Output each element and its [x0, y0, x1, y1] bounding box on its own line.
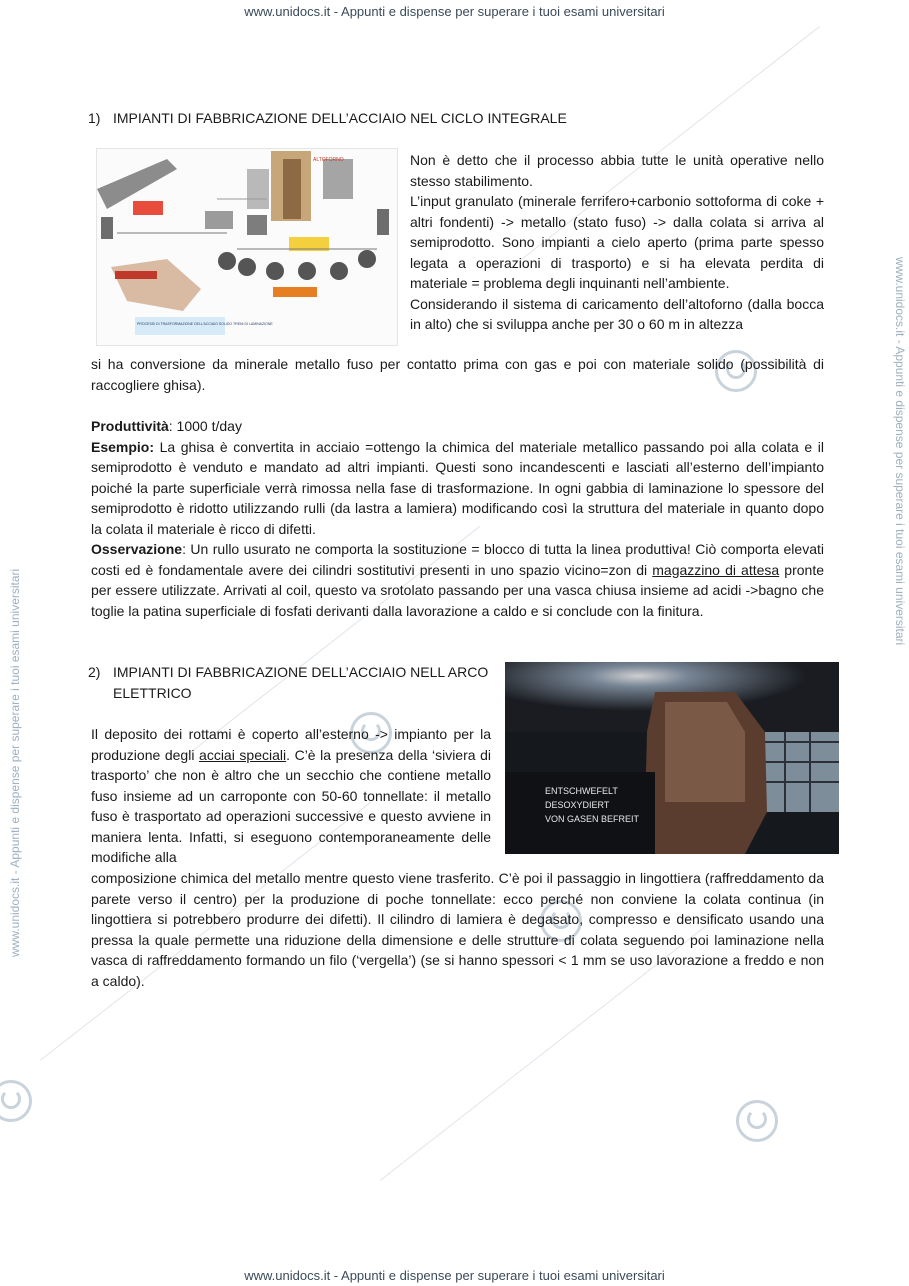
watermark-logo-icon: [736, 1100, 778, 1142]
productivity-label: Produttività: [91, 418, 169, 434]
diagram-caption: PROCESSI DI TRASFORMAZIONE DELL'ACCIAIO SOLIDO TRENI DI LAMINAZIONE: [137, 322, 273, 326]
productivity-line: [91, 416, 824, 437]
text: Il deposito dei rottami è coperto all’esterno -> impianto per la produzione degli: [91, 726, 491, 763]
section-1-intro: [410, 150, 824, 335]
paragraph: Non è detto che il processo abbia tutte le unità operative nello stesso stabilimento.: [410, 152, 824, 189]
section-1-continuation: [91, 354, 824, 395]
watermark-bottom: www.unidocs.it - Appunti e dispense per superare i tuoi esami universitari: [244, 1268, 665, 1283]
silo-shape: [101, 217, 113, 239]
diagram-illustration: [97, 149, 397, 345]
watermark-logo-icon: [0, 1080, 32, 1122]
section-2-title-line-1: IMPIANTI DI FABBRICAZIONE DELL’ACCIAIO NELL ARCO: [113, 664, 489, 680]
caption-box: [135, 317, 225, 335]
photo-sign-line-3: VON GASEN BEFREIT: [545, 814, 640, 824]
paragraph: si ha conversione da minerale metallo fuso per contatto prima con gas e poi con materiale solido (possibilità di raccogliere ghisa).: [91, 356, 824, 393]
paragraph: composizione chimica del metallo mentre questo viene trasferito. C’è poi il passaggio in lingottiera (raffreddamento da parete verso il centro) per la produzione di poche tonnellate: ecco perché non conviene la colata continua (in lingottiera si potrebbero produrre dei difetti). Il cilindro di lamiera è degasato, compresso e densificato usando una pressa la quale permette una riduzione della dimensione e delle strutture di colata seguendo poi laminazione nella vasca di raffreddamento formando un filo (‘vergella’) (se si hanno spessori < 1 mm se uso lavorazione a freddo e non a caldo).: [91, 870, 824, 989]
paragraph: Considerando il sistema di caricamento dell’altoforno (dalla bocca in alto) che si sviluppa anche per 30 o 60 m in altezza: [410, 295, 824, 332]
special-steels-underlined: acciai speciali: [199, 746, 287, 763]
furnace-red-block: [133, 201, 163, 215]
section-2-heading: [88, 662, 498, 704]
observation-underlined: magazzino di attesa: [652, 561, 780, 578]
photo-sign-line-1: ENTSCHWEFELT: [545, 786, 618, 796]
observation-text-end: pronte per essere utilizzate. Arrivati al coil, questo va srotolato passando per una vasca chiusa insieme ad acidi ->bagno che toglie la patina superficiale di fosfati derivanti dalla lavorazione a caldo e si conclude con la finitura.: [91, 561, 824, 619]
watermark-side-left: www.unidocs.it - Appunti e dispense per superare i tuoi esami universitari: [8, 568, 22, 957]
section-2-number: 2): [88, 664, 101, 680]
photo-illustration: [505, 662, 839, 854]
paragraph: L’input granulato (minerale ferrifero+carbonio sottoforma di coke + altri fondenti) -> metallo (stato fuso) -> dalla colata si arriva al semiprodotto. Sono impianti a cielo aperto (prima parte spesso legata a operazioni di trasporto) e si ha elevata perdita di materiale = problema degli inquinanti nell’ambiente.: [410, 193, 824, 291]
section-1-title: IMPIANTI DI FABBRICAZIONE DELL’ACCIAIO NEL CICLO INTEGRALE: [113, 110, 567, 126]
productivity-value: : 1000 t/day: [168, 418, 242, 434]
observation-text: : Un rullo usurato ne comporta la sostituzione = blocco di tutta la linea produttiva! Ciò comporta elevati costi ed è fondamentale avere dei cilindri sostitutivi presenti in uno spazio vicino=zon di: [91, 541, 824, 578]
text: . C’è la presenza della ‘siviera di trasporto’ che non è altro che un secchio che contiene metallo fuso insieme ad un carroponte con 50-60 tonnellate: il metallo fuso è trasportato ad operazioni successive e questo avviene in maniera lenta. Infatti, si eseguono contemporaneamente delle modifiche alla: [91, 746, 492, 865]
section-1-number: 1): [88, 110, 101, 126]
example-label: Esempio:: [91, 438, 155, 455]
photo-sign-line-2: DESOXYDIERT: [545, 800, 610, 810]
watermark-side-right: www.unidocs.it - Appunti e dispense per superare i tuoi esami universitari: [893, 257, 907, 646]
example-text: La ghisa è convertita in acciaio =ottengo la chimica del materiale metallico passando poi alla colata e il semiprodotto è venduto e mandato ad altri impianti. Questi sono incandescenti e lasciati all’esterno dell’impianto poiché la parte superficiale verrà rimossa nella fase di trasformazione. In ogni gabbia di laminazione lo spessore del semiprodotto è ridotto utilizzando rulli (da lastra a lamiera) modificando così la struttura del materiale in quanto dopo la colata il materiale è ricco di difetti.: [91, 438, 824, 537]
observation-label: Osservazione: [91, 541, 183, 557]
window-light: [765, 732, 839, 812]
paragraph: [91, 724, 491, 868]
observation-paragraph: [91, 539, 824, 621]
example-paragraph: [91, 437, 824, 540]
section-2-continuation: [91, 868, 824, 991]
integral-cycle-diagram: [96, 148, 398, 346]
electric-arc-plant-photo: [505, 662, 839, 854]
watermark-top: www.unidocs.it - Appunti e dispense per superare i tuoi esami universitari: [244, 4, 665, 19]
diagram-label-altoforno: ALTOFORNO: [313, 157, 344, 163]
section-1-details: [91, 416, 824, 621]
silo-shape: [377, 209, 389, 235]
section-2-title-line-2: ELETTRICO: [113, 685, 192, 701]
section-1-heading: [88, 108, 688, 128]
section-2-intro: [91, 724, 491, 868]
